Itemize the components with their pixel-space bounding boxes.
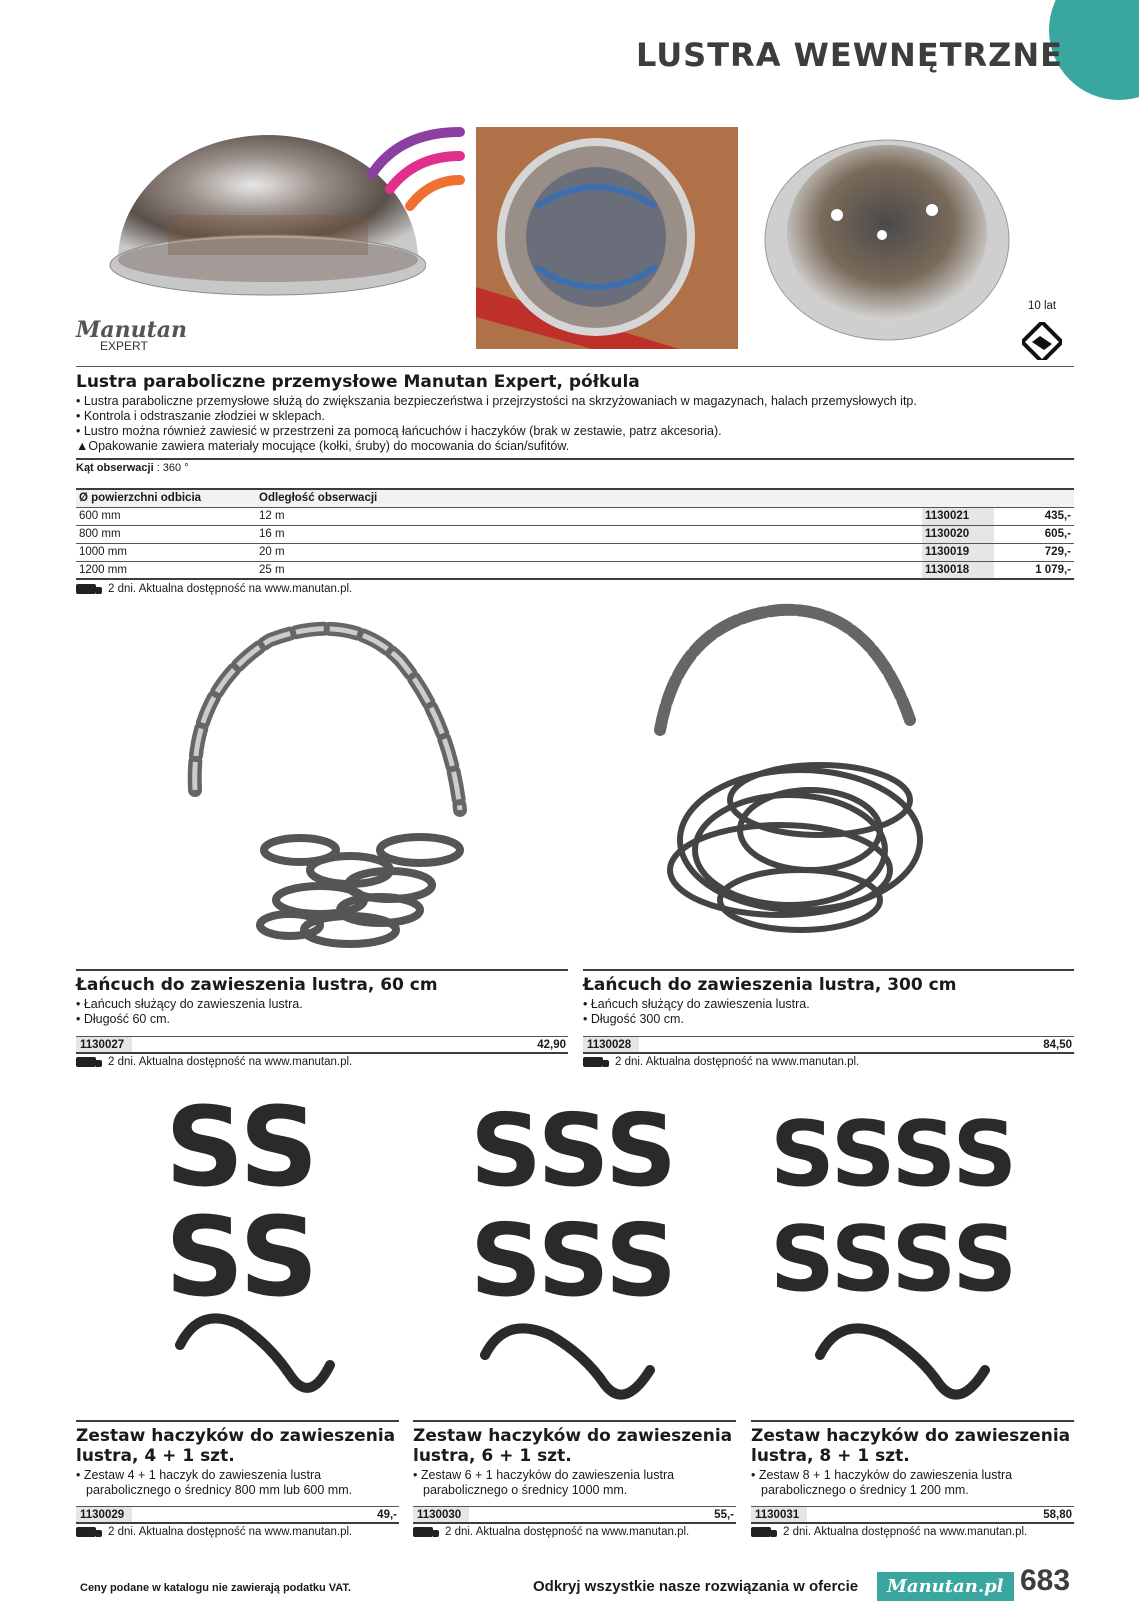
delivery-info: 2 dni. Aktualna dostępność na www.manutan.pl. <box>76 583 352 595</box>
product-code[interactable]: 1130019 <box>922 543 994 561</box>
mirrors-table <box>76 488 1074 580</box>
manutan-expert-logo: Manutan EXPERT <box>76 317 188 353</box>
divider <box>76 366 1074 367</box>
hooks-8-bullets <box>751 1468 1012 1498</box>
truck-icon <box>76 584 96 594</box>
mirror-installed-image <box>476 127 738 349</box>
bullet: • Łańcuch służący do zawieszenia lustra. <box>583 997 810 1011</box>
bullet: parabolicznego o średnicy 1000 mm. <box>423 1483 628 1497</box>
bullet: ▲Opakowanie zawiera materiały mocujące (kołki, śruby) do mocowania do ścian/sufitów. <box>76 439 570 453</box>
divider <box>76 1420 399 1422</box>
product-code[interactable]: 1130020 <box>922 525 994 543</box>
svg-text:SSSS: SSSS <box>770 1102 1018 1207</box>
hooks-4-order-row <box>76 1506 399 1524</box>
hooks-6-title: Zestaw haczyków do zawieszenia lustra, 6 + 1 szt. <box>413 1426 733 1466</box>
price: 605,- <box>994 525 1074 543</box>
price: 58,80 <box>1043 1508 1072 1521</box>
bullet: • Długość 300 cm. <box>583 1012 684 1026</box>
delivery-info: 2 dni. Aktualna dostępność na www.manutan.pl. <box>76 1526 352 1538</box>
divider <box>413 1420 736 1422</box>
hooks-4-bullets <box>76 1468 352 1498</box>
delivery-info: 2 dni. Aktualna dostępność na www.manutan.pl. <box>76 1056 352 1068</box>
svg-text:SSS: SSS <box>470 1092 678 1209</box>
section-title: LUSTRA WEWNĘTRZNE <box>635 36 1063 74</box>
hooks-6-image <box>465 1085 685 1415</box>
hooks-8-image <box>770 1085 1040 1415</box>
delivery-info: 2 dni. Aktualna dostępność na www.manutan.pl. <box>751 1526 1027 1538</box>
bullet: • Łańcuch służący do zawieszenia lustra. <box>76 997 303 1011</box>
chain-300-title: Łańcuch do zawieszenia lustra, 300 cm <box>583 975 957 995</box>
handshake-icon <box>1022 322 1062 360</box>
chain-60-order-row <box>76 1036 568 1054</box>
price: 42,90 <box>537 1038 566 1051</box>
bullet: • Zestaw 8 + 1 haczyków do zawieszenia lustra <box>751 1468 1013 1482</box>
bullet: • Lustro można również zawiesić w przestrzeni za pomocą łańcuchów i haczyków (brak w zestawie, patrz akcesoria). <box>76 424 722 438</box>
svg-text:SS: SS <box>165 1085 319 1211</box>
divider <box>76 969 568 971</box>
col-header: Odległość obserwacji <box>256 489 922 507</box>
price: 55,- <box>714 1508 734 1521</box>
table-row: 600 mm 12 m 1130021 435,- <box>76 507 1074 525</box>
hooks-6-order-row <box>413 1506 736 1524</box>
price: 729,- <box>994 543 1074 561</box>
bullet: parabolicznego o średnicy 800 mm lub 600 mm. <box>86 1483 353 1497</box>
product-code[interactable]: 1130029 <box>76 1507 132 1522</box>
chain-300-bullets <box>583 997 810 1027</box>
product-code[interactable]: 1130028 <box>583 1037 639 1052</box>
manutan-logo[interactable]: Manutan.pl <box>877 1572 1014 1601</box>
truck-icon <box>751 1527 771 1537</box>
mirror-front-image <box>762 125 1012 345</box>
angle-spec: Kąt obserwacji : 360 ° <box>76 462 189 474</box>
table-row: 1200 mm 25 m 1130018 1 079,- <box>76 561 1074 579</box>
product-code[interactable]: 1130021 <box>922 507 994 525</box>
expert-arcs-icon <box>360 124 465 214</box>
bullet: • Zestaw 6 + 1 haczyków do zawieszenia lustra <box>413 1468 675 1482</box>
hooks-6-bullets <box>413 1468 674 1498</box>
mirrors-bullets <box>76 394 1066 454</box>
divider <box>751 1420 1074 1422</box>
bullet: • Lustra paraboliczne przemysłowe służą do zwiększania bezpieczeństwa i przejrzystości na skrzyżowaniach w magazynach, halach przemysłowych itp. <box>76 394 917 408</box>
truck-icon <box>413 1527 433 1537</box>
hooks-4-title: Zestaw haczyków do zawieszenia lustra, 4 + 1 szt. <box>76 1426 396 1466</box>
svg-text:SS: SS <box>165 1193 319 1321</box>
product-code[interactable]: 1130018 <box>922 561 994 579</box>
product-code[interactable]: 1130031 <box>751 1507 807 1522</box>
divider <box>583 969 1074 971</box>
chain-60-image <box>150 610 490 960</box>
chain-300-image <box>640 600 980 960</box>
divider <box>76 458 1074 460</box>
mirrors-title: Lustra paraboliczne przemysłowe Manutan Expert, półkula <box>76 372 640 392</box>
truck-icon <box>583 1057 603 1067</box>
bullet: parabolicznego o średnicy 1 200 mm. <box>761 1483 969 1497</box>
vat-note: Ceny podane w katalogu nie zawierają podatku VAT. <box>80 1582 351 1594</box>
chain-60-title: Łańcuch do zawieszenia lustra, 60 cm <box>76 975 438 995</box>
footer-cta: Odkryj wszystkie nasze rozwiązania w ofercie <box>533 1578 859 1595</box>
bullet: • Długość 60 cm. <box>76 1012 170 1026</box>
table-row: 800 mm 16 m 1130020 605,- <box>76 525 1074 543</box>
product-code[interactable]: 1130030 <box>413 1507 469 1522</box>
hooks-8-order-row <box>751 1506 1074 1524</box>
hooks-4-image <box>160 1085 340 1415</box>
hooks-8-title: Zestaw haczyków do zawieszenia lustra, 8 + 1 szt. <box>751 1426 1071 1466</box>
price: 84,50 <box>1043 1038 1072 1051</box>
price: 435,- <box>994 507 1074 525</box>
bullet: • Kontrola i odstraszanie złodziei w sklepach. <box>76 409 325 423</box>
price: 1 079,- <box>994 561 1074 579</box>
page-number: 683 <box>1020 1564 1071 1597</box>
col-header: Ø powierzchni odbicia <box>76 489 256 507</box>
svg-text:SSSS: SSSS <box>770 1207 1018 1312</box>
chain-300-order-row <box>583 1036 1074 1054</box>
delivery-info: 2 dni. Aktualna dostępność na www.manutan.pl. <box>413 1526 689 1538</box>
price: 49,- <box>377 1508 397 1521</box>
warranty-label: 10 lat <box>1028 300 1057 312</box>
bullet: • Zestaw 4 + 1 haczyk do zawieszenia lustra <box>76 1468 322 1482</box>
product-code[interactable]: 1130027 <box>76 1037 132 1052</box>
chain-60-bullets <box>76 997 303 1027</box>
table-row: 1000 mm 20 m 1130019 729,- <box>76 543 1074 561</box>
truck-icon <box>76 1057 96 1067</box>
delivery-info: 2 dni. Aktualna dostępność na www.manutan.pl. <box>583 1056 859 1068</box>
svg-text:SSS: SSS <box>470 1202 678 1319</box>
truck-icon <box>76 1527 96 1537</box>
